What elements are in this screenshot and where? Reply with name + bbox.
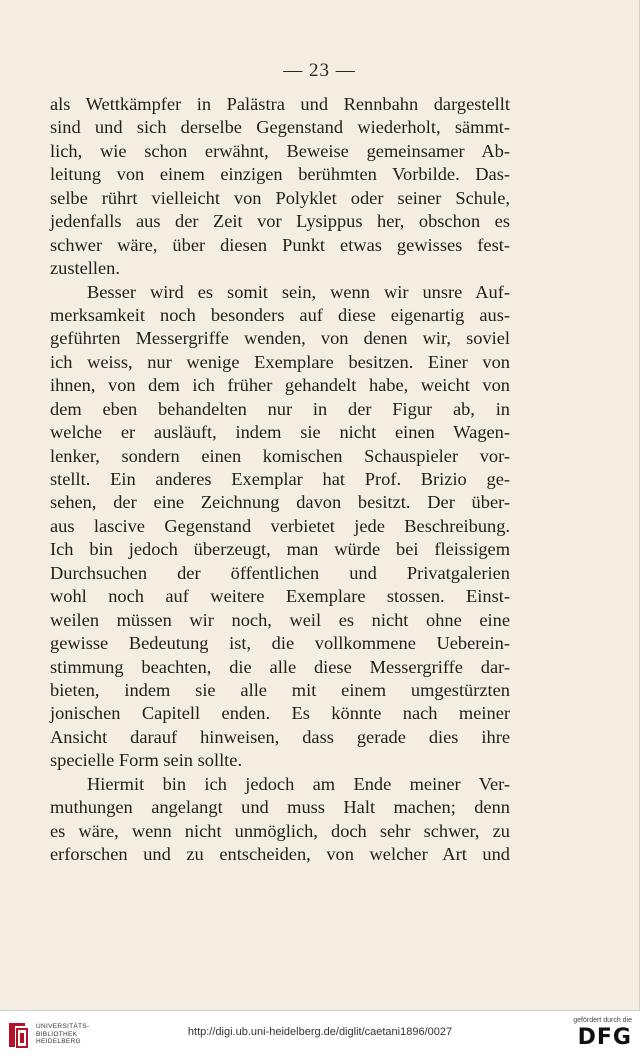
funder-block [573, 1016, 632, 1051]
text-line: als Wettkämpfer in Palästra und Rennbahn dargestellt [50, 94, 510, 114]
text-line: Ansicht darauf hinweisen, dass gerade dies ihre [50, 726, 510, 747]
text-line: ich weiss, nur wenige Exemplare besitzen. Einer von [50, 351, 510, 372]
text-line: jedenfalls aus der Zeit vor Lysippus her, obschon es [50, 211, 510, 232]
text-line: geführten Messergriffe wenden, von denen wir, soviel [50, 328, 510, 349]
text-line: wohl noch auf weitere Exemplare stossen. Einst- [50, 586, 510, 607]
text-line: welche er ausläuft, indem sie nicht einen Wagen- [50, 422, 510, 443]
text-line: Ich bin jedoch überzeugt, man würde bei fleissigem [50, 539, 510, 560]
library-name-line: UNIVERSITÄTS- [36, 1023, 90, 1030]
text-line: zustellen. [50, 258, 120, 279]
page-number: — 23 — [283, 60, 356, 81]
text-line: ihnen, von dem ich früher gehandelt habe, weicht von [50, 375, 510, 396]
text-line: jonischen Capitell enden. Es könnte nach meiner [50, 703, 510, 724]
text-line: Hiermit bin ich jedoch am Ende meiner Ver- [87, 773, 510, 794]
viewer-footer [0, 1010, 640, 1058]
text-line: lich, wie schon erwähnt, Beweise gemeinsamer Ab- [50, 140, 510, 161]
text-line: stimmung beachten, die alle diese Messergriffe dar- [50, 656, 510, 677]
body-text [50, 93, 510, 866]
text-line: gewisse Bedeutung ist, die vollkommene Ueberein- [50, 633, 510, 654]
dfg-logo: DFG [577, 1025, 632, 1050]
permalink-url[interactable]: http://digi.ub.uni-heidelberg.de/diglit/caetani1896/0027 [187, 1026, 453, 1038]
text-line: Durchsuchen der öffentlichen und Privatgalerien [50, 562, 510, 583]
text-line: aus lascive Gegenstand verbietet jede Beschreibung. [50, 515, 510, 536]
text-line: sind und sich derselbe Gegenstand wiederholt, sämmt- [50, 117, 510, 138]
library-name-line: BIBLIOTHEK [36, 1030, 78, 1038]
text-line: bieten, indem sie alle mit einem umgestürzten [50, 679, 510, 700]
text-line: es wäre, wenn nicht unmöglich, doch sehr schwer, zu [50, 820, 510, 841]
text-line: stellt. Ein anderes Exemplar hat Prof. Brizio ge- [50, 469, 510, 489]
text-line: weilen müssen wir noch, weil es nicht ohne eine [50, 609, 510, 630]
text-line: muthungen angelangt und muss Halt machen; denn [50, 797, 510, 818]
text-line: leitung von einem einzigen berühmten Vorbilde. Das- [50, 164, 510, 185]
text-line: Besser wird es somit sein, wenn wir unsre Auf- [87, 281, 510, 302]
text-line: merksamkeit noch besonders auf diese eigenartig aus- [50, 304, 510, 325]
text-line: sehen, der eine Zeichnung davon besitzt. Der über- [50, 492, 510, 513]
funder-caption: gefördert durch die [573, 1017, 632, 1024]
text-line: selbe rührt vielleicht von Polyklet oder seiner Schule, [50, 187, 510, 208]
text-line: erforschen und zu entscheiden, von welcher Art und [50, 844, 510, 864]
text-line: specielle Form sein sollte. [50, 750, 243, 771]
text-line: dem eben behandelten nur in der Figur ab, in [50, 398, 510, 419]
library-name-line: HEIDELBERG [36, 1038, 81, 1045]
text-line: lenker, sondern einen komischen Schauspieler vor- [50, 445, 510, 466]
text-line: schwer wäre, über diesen Punkt etwas gewisses fest- [50, 234, 510, 255]
